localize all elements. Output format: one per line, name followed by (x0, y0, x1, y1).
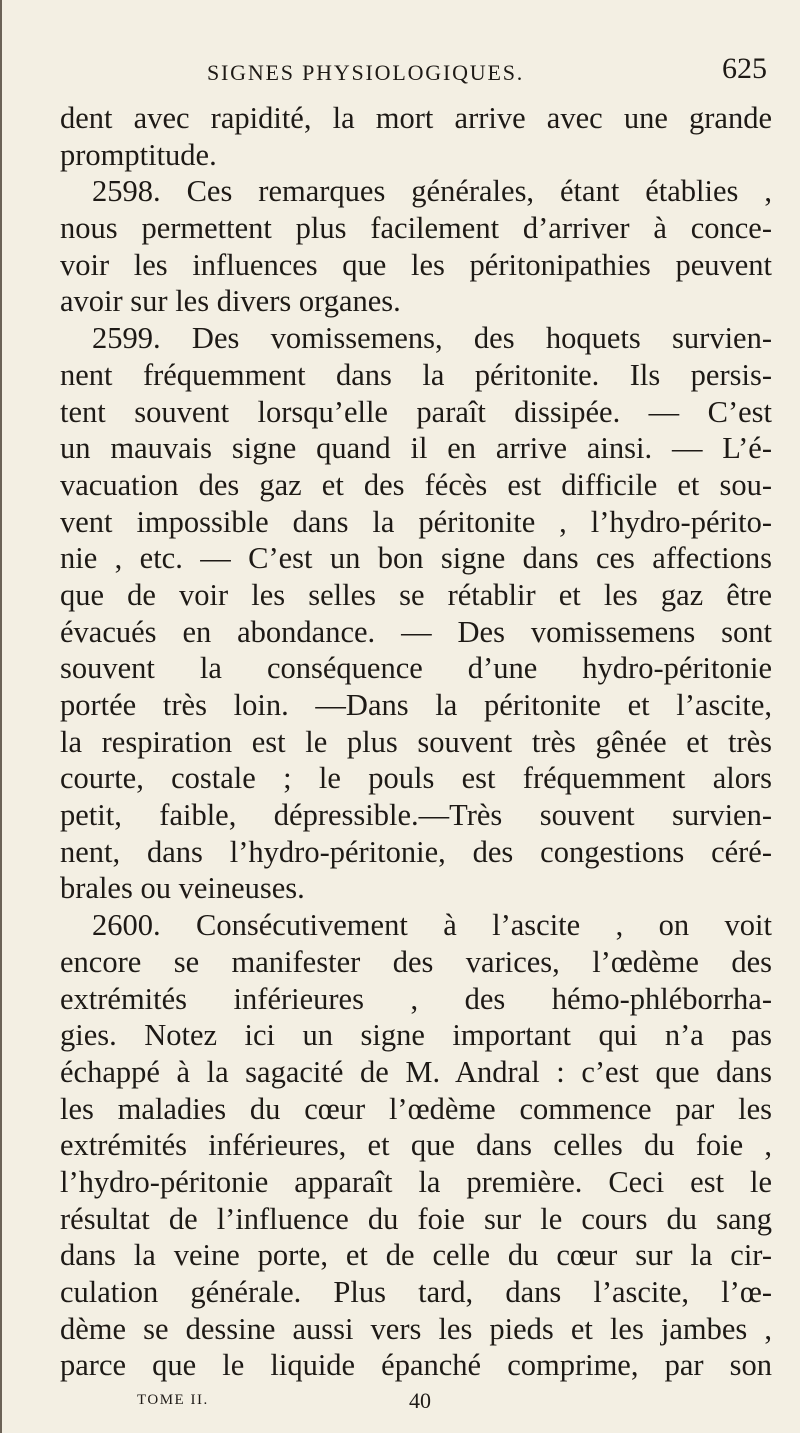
text-line: tent souvent lorsqu’elle paraît dissipée. — C’est (60, 394, 772, 429)
running-head: SIGNES PHYSIOLOGIQUES. (207, 60, 525, 85)
text-line: dans la veine porte, et de celle du cœur sur la cir- (60, 1238, 772, 1273)
text-line: résultat de l’influence du foie sur le cours du sang (60, 1201, 772, 1236)
page-footer (137, 1388, 697, 1418)
text-line: nous permettent plus facilement d’arriver à conce- (60, 211, 772, 246)
page-number: 625 (722, 52, 767, 85)
text-line: promptitude. (60, 137, 217, 172)
text-line: vacuation des gaz et des fécès est difficile et sou- (60, 467, 772, 502)
text-line: un mauvais signe quand il en arrive ainsi. — L’é- (60, 431, 772, 466)
text-line: parce que le liquide épanché comprime, par son (60, 1348, 772, 1383)
text-line: vent impossible dans la péritonite , l’hydro-périto- (60, 504, 772, 539)
text-line: dème se dessine aussi vers les pieds et les jambes , (60, 1311, 772, 1346)
signature-mark: 40 (409, 1388, 431, 1413)
paragraph-2600-start: 2600. Consécutivement à l’ascite , on voit (92, 908, 772, 943)
text-line: petit, faible, dépressible.—Très souvent survien- (60, 798, 772, 833)
text-line: nent, dans l’hydro-péritonie, des congestions céré- (60, 834, 772, 869)
text-line: dent avec rapidité, la mort arrive avec une grande (60, 101, 772, 135)
text-line: courte, costale ; le pouls est fréquemment alors (60, 761, 772, 796)
text-line: échappé à la sagacité de M. Andral : c’est que dans (60, 1054, 772, 1089)
body-text (60, 100, 772, 1384)
text-line: gies. Notez ici un signe important qui n’a pas (60, 1018, 772, 1053)
text-line: la respiration est le plus souvent très gênée et très (60, 724, 772, 759)
text-line: extrémités inférieures , des hémo-phléborrha- (60, 981, 772, 1016)
text-line: que de voir les selles se rétablir et les gaz être (60, 577, 772, 612)
text-line: les maladies du cœur l’œdème commence par les (60, 1091, 772, 1126)
volume-signature: TOME II. (137, 1392, 209, 1408)
text-line: culation générale. Plus tard, dans l’ascite, l’œ- (60, 1275, 772, 1309)
text-line: souvent la conséquence d’une hydro-péritonie (60, 651, 772, 686)
text-line: encore se manifester des varices, l’œdème des (60, 944, 772, 979)
paragraph-2599-start: 2599. Des vomissemens, des hoquets survien- (92, 321, 772, 356)
text-line: nent fréquemment dans la péritonite. Ils persis- (60, 357, 772, 392)
text-line: voir les influences que les péritonipathies peuvent (60, 247, 772, 282)
text-line: évacués en abondance. — Des vomissemens sont (60, 614, 772, 649)
page-header (207, 52, 767, 92)
text-line: portée très loin. —Dans la péritonite et l’ascite, (60, 688, 772, 722)
text-line: l’hydro-péritonie apparaît la première. Ceci est le (60, 1164, 772, 1199)
text-line: avoir sur les divers organes. (60, 284, 401, 319)
text-line: nie , etc. — C’est un bon signe dans ces affections (60, 541, 772, 576)
paragraph-2598-start: 2598. Ces remarques générales, étant établies , (92, 174, 772, 209)
text-line: brales ou veineuses. (60, 871, 305, 906)
text-line: extrémités inférieures, et que dans celles du foie , (60, 1128, 772, 1163)
